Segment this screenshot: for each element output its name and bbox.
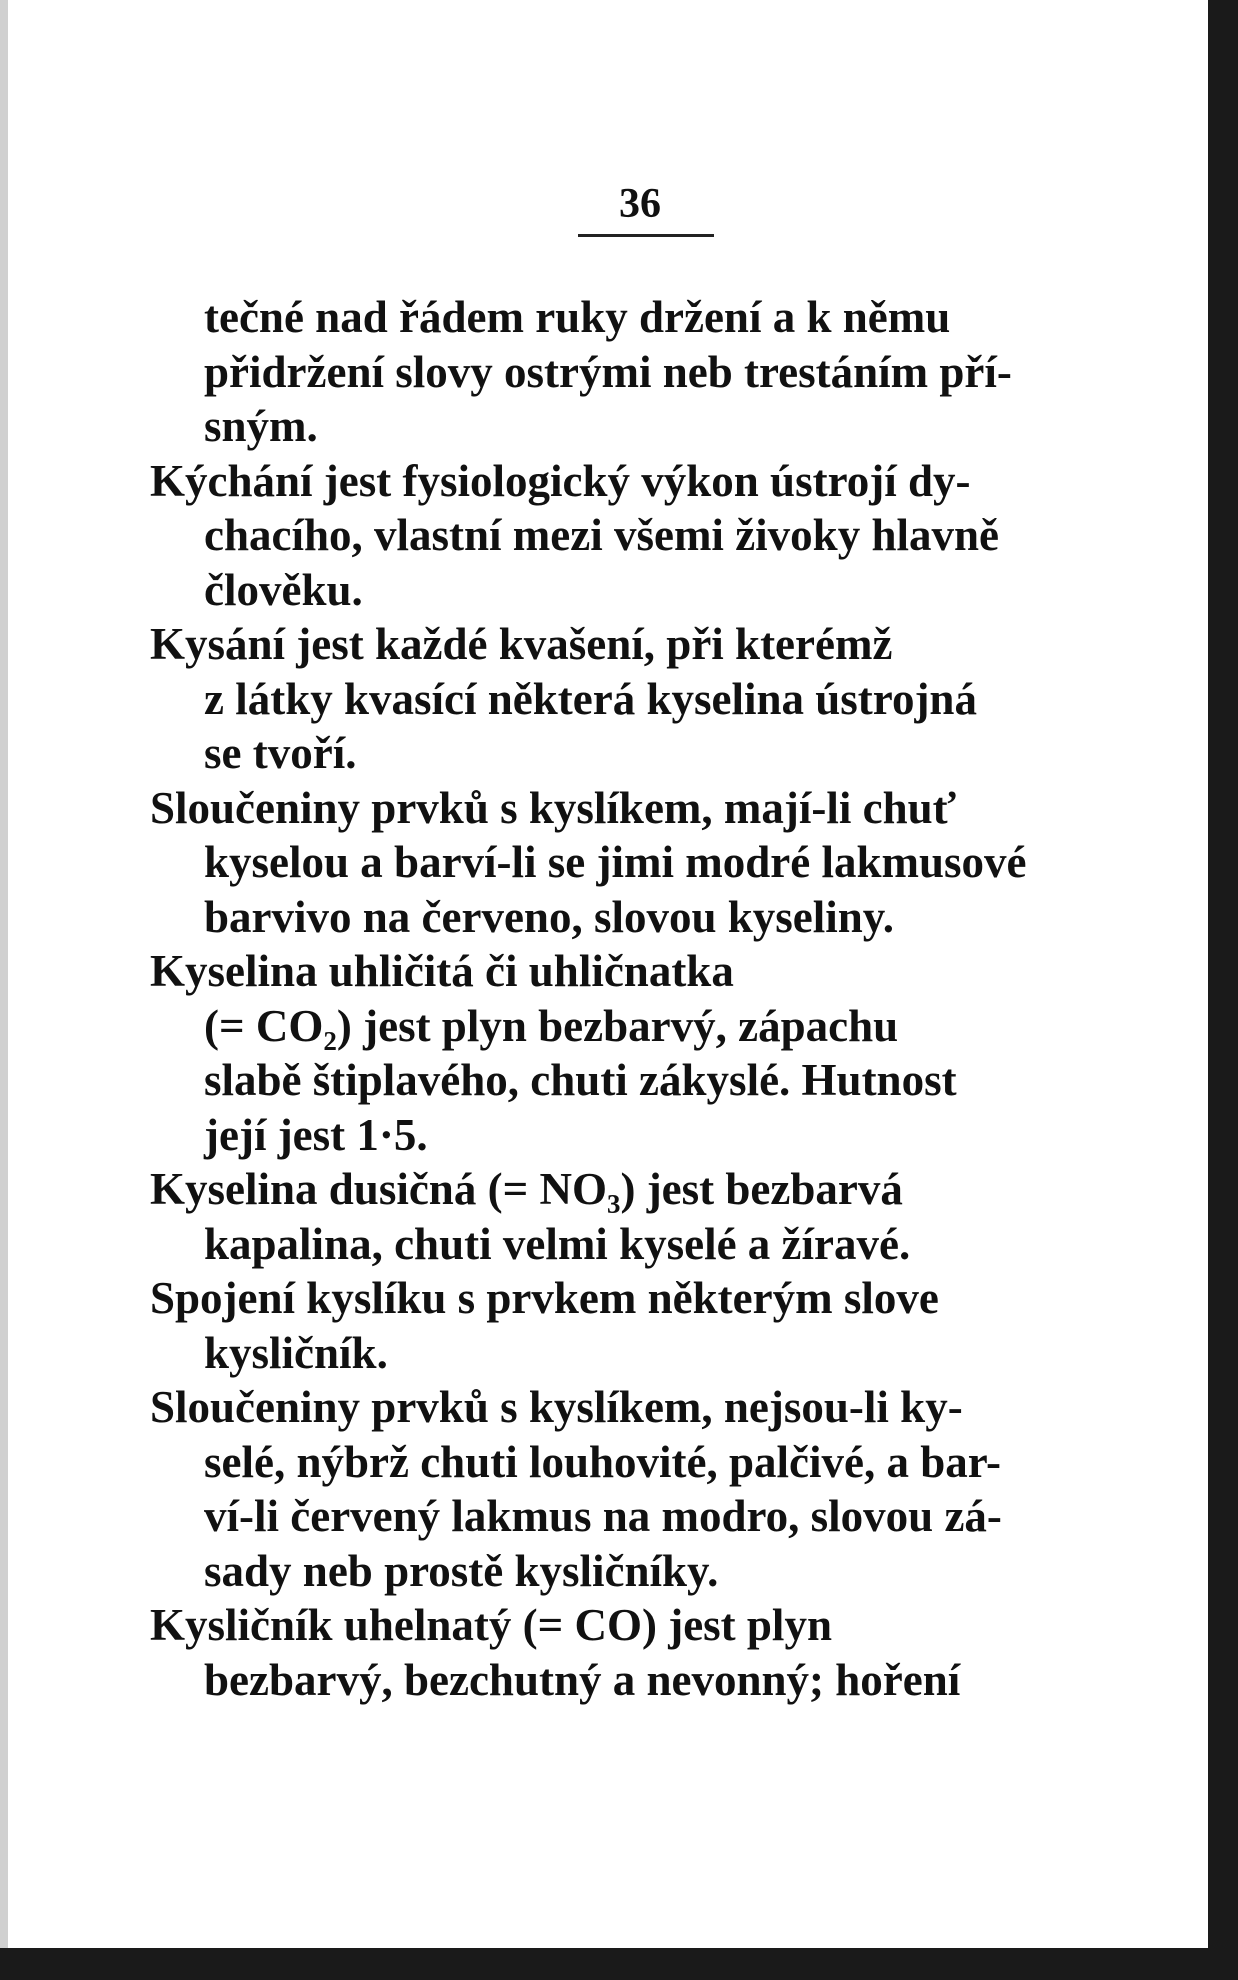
text-line: chacího, vlastní mezi všemi živoky hlavně	[204, 510, 999, 560]
page-number: 36	[619, 181, 661, 227]
text-line: kysličník.	[204, 1327, 388, 1378]
text-line: přidržení slovy ostrými neb trestáním pří-	[204, 346, 1012, 397]
text-line: bezbarvý, bezchutný a nevonný; hoření	[204, 1654, 961, 1705]
text-line: Sloučeniny prvků s kyslíkem, nejsou-li ky-	[150, 1382, 963, 1432]
text-line: ví-li červený lakmus na modro, slovou zá-	[204, 1491, 1002, 1541]
text-line: Sloučeniny prvků s kyslíkem, mají-li chuť	[150, 782, 957, 833]
text-line: Kyselina dusičná (= NO₃) jest bezbarvá	[150, 1164, 903, 1214]
text-line: Kysání jest každé kvašení, při kterémž	[150, 619, 893, 669]
text-line: sady neb prostě kysličníky.	[204, 1545, 719, 1596]
text-line: se tvoří.	[204, 728, 357, 778]
page-number-rule	[578, 234, 714, 237]
text-line: Spojení kyslíku s prvkem některým slove	[150, 1273, 939, 1323]
text-line: (= CO₂) jest plyn bezbarvý, zápachu	[204, 1000, 899, 1051]
text-line: kapalina, chuti velmi kyselé a žíravé.	[204, 1218, 911, 1269]
text-line: Kýchání jest fysiologický výkon ústrojí dy-	[150, 455, 971, 506]
text-line: slabě štiplavého, chuti zákyslé. Hutnost	[204, 1055, 957, 1105]
scan-edge-left	[0, 0, 8, 1980]
text-line: kyselou a barví-li se jimi modré lakmusové	[204, 837, 1027, 887]
text-line: člověku.	[204, 564, 363, 615]
text-line: tečné nad řádem ruky držení a k němu	[204, 292, 951, 342]
text-line: sným.	[204, 401, 318, 451]
text-line: barvivo na červeno, slovou kyseliny.	[204, 891, 895, 942]
text-line: její jest 1·5.	[204, 1109, 428, 1160]
scan-edge-right	[1208, 0, 1238, 1980]
text-line: Kysličník uhelnatý (= CO) jest plyn	[150, 1600, 832, 1650]
text-line: z látky kvasící některá kyselina ústrojná	[204, 673, 977, 724]
scan-edge-bottom	[0, 1948, 1238, 1980]
text-line: Kyselina uhličitá či uhličnatka	[150, 946, 734, 996]
text-line: selé, nýbrž chuti louhovité, palčivé, a bar-	[204, 1436, 1002, 1487]
body-text	[150, 290, 1135, 1707]
